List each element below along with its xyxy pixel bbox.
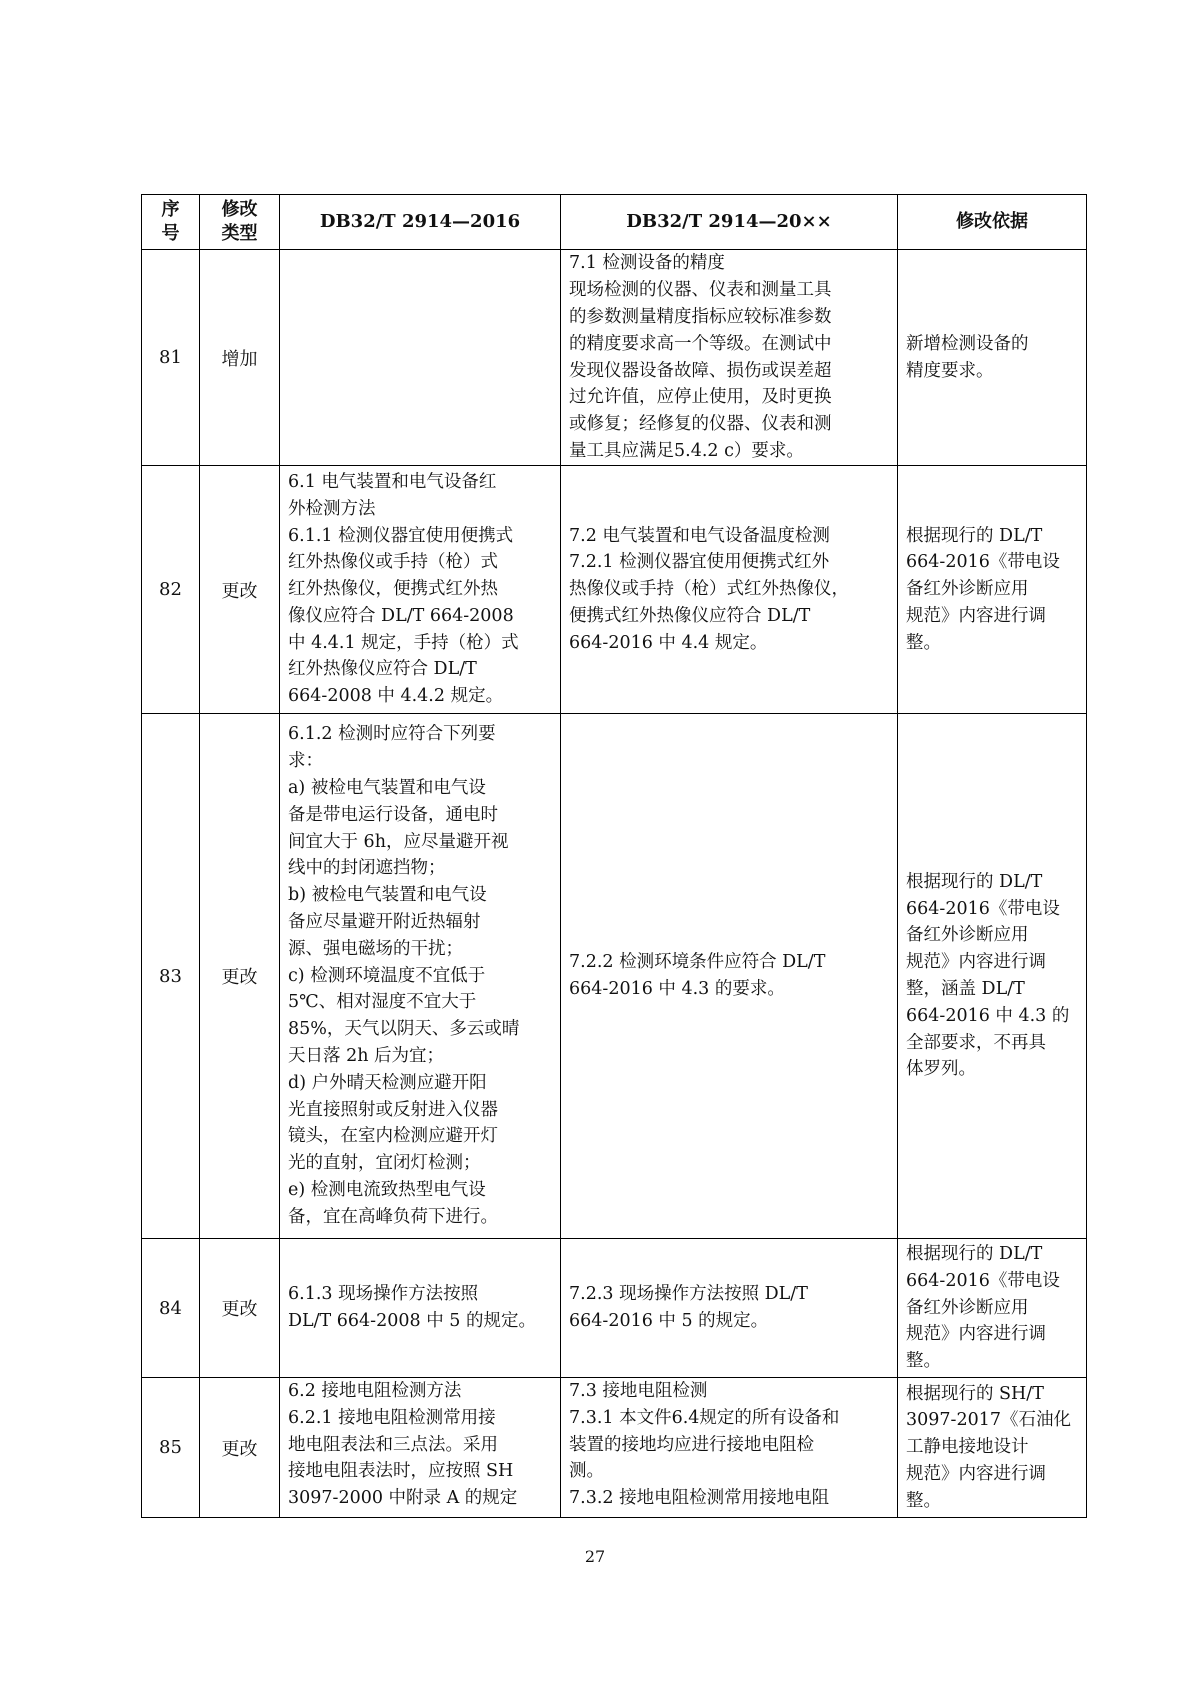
text-line: 664-2016 中 4.3 的 bbox=[906, 1005, 1070, 1026]
text-line: 像仪应符合 DL/T 664-2008 bbox=[288, 605, 514, 626]
text-line: 现场检测的仪器、仪表和测量工具 bbox=[569, 280, 832, 301]
text-line: 发现仪器设备故障、损伤或误差超 bbox=[569, 360, 832, 381]
text-line: 的精度要求高一个等级。在测试中 bbox=[569, 333, 832, 354]
cell-old-standard bbox=[280, 1378, 561, 1518]
text-line: 6.1 电气装置和电气设备红 bbox=[288, 471, 497, 492]
text-line: 规范》内容进行调 bbox=[906, 1324, 1046, 1345]
row-change-type: 更改 bbox=[200, 714, 280, 1239]
cell-change-basis bbox=[898, 466, 1087, 714]
text-line: 根据现行的 DL/T bbox=[906, 871, 1043, 892]
text-line: 光直接照射或反射进入仪器 bbox=[288, 1099, 498, 1120]
text-line: 全部要求，不再具 bbox=[906, 1032, 1046, 1053]
text-line: 天日落 2h 后为宜； bbox=[288, 1045, 445, 1066]
text-line: 根据现行的 DL/T bbox=[906, 525, 1043, 546]
header-new-standard: DB32/T 2914—20×× bbox=[561, 195, 898, 250]
cell-old-standard bbox=[280, 714, 561, 1239]
text-line: 备红外诊断应用 bbox=[906, 579, 1029, 600]
table-row bbox=[142, 466, 1087, 714]
row-serial-number: 81 bbox=[142, 250, 200, 466]
text-line: 3097-2000 中附录 A 的规定 bbox=[288, 1488, 518, 1509]
text-line: 7.2.1 检测仪器宜使用便携式红外 bbox=[569, 552, 830, 573]
text-line: 7.2.3 现场操作方法按照 DL/T bbox=[569, 1284, 808, 1305]
page-number: 27 bbox=[584, 1547, 606, 1566]
cell-new-standard bbox=[561, 466, 898, 714]
text-line: 7.2.2 检测环境条件应符合 DL/T bbox=[569, 952, 826, 973]
text-line: 的参数测量精度指标应较标准参数 bbox=[569, 306, 832, 327]
text-line: 整，涵盖 DL/T bbox=[906, 979, 1025, 999]
text-line: 664-2008 中 4.4.2 规定。 bbox=[288, 686, 504, 707]
text-line: e) 检测电流致热型电气设 bbox=[288, 1179, 486, 1200]
row-serial-number: 82 bbox=[142, 466, 200, 714]
text-line: 精度要求。 bbox=[906, 360, 994, 381]
text-line: 体罗列。 bbox=[906, 1059, 976, 1080]
row-change-type: 更改 bbox=[200, 1239, 280, 1378]
text-line: 备红外诊断应用 bbox=[906, 1297, 1029, 1318]
table-row bbox=[142, 714, 1087, 1239]
cell-change-basis bbox=[898, 1378, 1087, 1518]
table-row bbox=[142, 1239, 1087, 1378]
text-line: 光的直射，宜闭灯检测； bbox=[288, 1153, 481, 1174]
text-line: 664-2016 中 5 的规定。 bbox=[569, 1311, 769, 1331]
cell-old-standard bbox=[280, 466, 561, 714]
text-line: 6.1.3 现场操作方法按照 bbox=[288, 1284, 479, 1305]
header-change-type: 修改 类型 bbox=[200, 195, 280, 250]
text-line: 664-2016 中 4.3 的要求。 bbox=[569, 979, 785, 999]
text-line: 线中的封闭遮挡物； bbox=[288, 858, 446, 879]
text-line: 测。 bbox=[569, 1461, 604, 1482]
text-line: c) 检测环境温度不宜低于 bbox=[288, 965, 486, 986]
text-line: 规范》内容进行调 bbox=[906, 1463, 1046, 1484]
text-line: 规范》内容进行调 bbox=[906, 605, 1046, 626]
text-line: 外检测方法 bbox=[288, 498, 376, 519]
text-line: 求： bbox=[288, 751, 323, 772]
text-line: 6.2.1 接地电阻检测常用接 bbox=[288, 1407, 496, 1428]
text-line: 装置的接地均应进行接地电阻检 bbox=[569, 1434, 814, 1455]
cell-change-basis bbox=[898, 250, 1087, 466]
cell-change-basis bbox=[898, 714, 1087, 1239]
text-line: 接地电阻表法时，应按照 SH bbox=[288, 1461, 514, 1482]
text-line: 3097-2017《石油化 bbox=[906, 1410, 1071, 1431]
row-change-type: 增加 bbox=[200, 250, 280, 466]
cell-new-standard bbox=[561, 1239, 898, 1378]
text-line: 664-2016《带电设 bbox=[906, 898, 1060, 919]
text-line: 备是带电运行设备，通电时 bbox=[288, 804, 498, 825]
cell-new-standard bbox=[561, 714, 898, 1239]
row-serial-number: 85 bbox=[142, 1378, 200, 1518]
row-serial-number: 83 bbox=[142, 714, 200, 1239]
text-line: 热像仪或手持（枪）式红外热像仪， bbox=[569, 579, 849, 600]
text-line: DL/T 664-2008 中 5 的规定。 bbox=[288, 1311, 536, 1331]
cell-new-standard bbox=[561, 1378, 898, 1518]
text-line: 或修复；经修复的仪器、仪表和测 bbox=[569, 414, 832, 435]
text-line: 新增检测设备的 bbox=[906, 333, 1029, 354]
text-line: 间宜大于 6h，应尽量避开视 bbox=[288, 831, 509, 852]
header-change-basis: 修改依据 bbox=[898, 195, 1087, 250]
text-line: 工静电接地设计 bbox=[906, 1437, 1029, 1458]
text-line: b) 被检电气装置和电气设 bbox=[288, 885, 487, 906]
row-change-type: 更改 bbox=[200, 1378, 280, 1518]
text-line: 整。 bbox=[906, 632, 941, 653]
row-serial-number: 84 bbox=[142, 1239, 200, 1378]
text-line: 中 4.4.1 规定，手持（枪）式 bbox=[288, 632, 519, 653]
text-line: 红外热像仪或手持（枪）式 bbox=[288, 552, 498, 573]
text-line: 664-2016《带电设 bbox=[906, 1270, 1060, 1291]
table-body bbox=[142, 250, 1087, 1518]
row-change-type: 更改 bbox=[200, 466, 280, 714]
cell-old-standard bbox=[280, 1239, 561, 1378]
text-line: 规范》内容进行调 bbox=[906, 952, 1046, 973]
text-line: 便携式红外热像仪应符合 DL/T bbox=[569, 605, 811, 626]
text-line: 备，宜在高峰负荷下进行。 bbox=[288, 1206, 498, 1227]
text-line: 备应尽量避开附近热辐射 bbox=[288, 912, 481, 932]
text-line: 5℃、相对湿度不宜大于 bbox=[288, 992, 477, 1013]
text-line: 7.3.1 本文件6.4规定的所有设备和 bbox=[569, 1407, 840, 1428]
text-line: 量工具应满足5.4.2 c）要求。 bbox=[569, 440, 804, 461]
text-line: 6.1.1 检测仪器宜使用便携式 bbox=[288, 525, 514, 546]
cell-change-basis bbox=[898, 1239, 1087, 1378]
header-serial-number: 序 号 bbox=[142, 195, 200, 250]
text-line: 根据现行的 SH/T bbox=[906, 1383, 1044, 1404]
text-line: d) 户外晴天检测应避开阳 bbox=[288, 1072, 487, 1093]
text-line: 红外热像仪应符合 DL/T bbox=[288, 659, 477, 680]
text-line: 备红外诊断应用 bbox=[906, 925, 1029, 946]
text-line: 地电阻表法和三点法。采用 bbox=[288, 1434, 498, 1455]
text-line: 85%，天气以阴天、多云或晴 bbox=[288, 1019, 520, 1040]
text-line: 根据现行的 DL/T bbox=[906, 1244, 1043, 1264]
text-line: a) 被检电气装置和电气设 bbox=[288, 778, 486, 799]
cell-new-standard bbox=[561, 250, 898, 466]
header-old-standard: DB32/T 2914—2016 bbox=[280, 195, 561, 250]
text-line: 红外热像仪，便携式红外热 bbox=[288, 579, 498, 600]
text-line: 664-2016 中 4.4 规定。 bbox=[569, 632, 768, 653]
text-line: 整。 bbox=[906, 1490, 941, 1511]
text-line: 7.2 电气装置和电气设备温度检测 bbox=[569, 525, 830, 546]
text-line: 镜头，在室内检测应避开灯 bbox=[288, 1126, 498, 1147]
table-header-row bbox=[142, 195, 1087, 250]
text-line: 过允许值，应停止使用，及时更换 bbox=[569, 387, 832, 408]
text-line: 7.1 检测设备的精度 bbox=[569, 253, 725, 274]
text-line: 源、强电磁场的干扰； bbox=[288, 938, 463, 959]
text-line: 664-2016《带电设 bbox=[906, 552, 1060, 573]
text-line: 6.2 接地电阻检测方法 bbox=[288, 1381, 462, 1401]
text-line: 7.3 接地电阻检测 bbox=[569, 1381, 708, 1401]
text-line: 6.1.2 检测时应符合下列要 bbox=[288, 724, 496, 745]
text-line: 整。 bbox=[906, 1351, 941, 1372]
table-row bbox=[142, 250, 1087, 466]
text-line: 7.3.2 接地电阻检测常用接地电阻 bbox=[569, 1488, 830, 1509]
table-row bbox=[142, 1378, 1087, 1518]
revision-table bbox=[141, 194, 1087, 1518]
cell-old-standard bbox=[280, 250, 561, 466]
